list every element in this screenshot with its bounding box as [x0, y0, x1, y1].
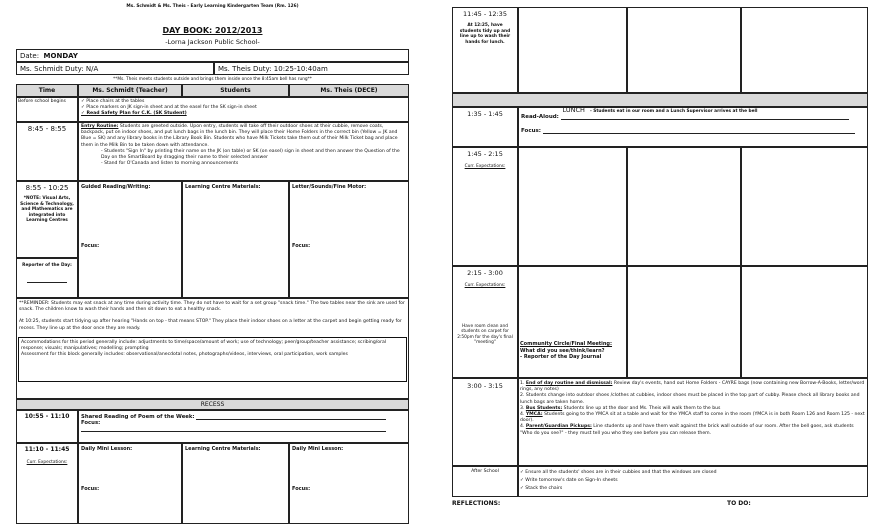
entry-text: Students are greeted outside. Upon entry, students will take off their outdoor shoes at their cubbie, remove coats, backpack, put on indoor shoes, and put lunch bags in the lunch bin. They will place their Home Folders in the correct bin (Yellow = JK and Blue = SK) and any library books in the Library Book Bin. Students who have Milk Tickets take them out of their Milk Ticket bag and place them in the Milk Bin to be taken down with attendance.: [81, 124, 398, 148]
arrival-note: **Ms. Theis meets students outside and brings them inside once the 8:45am bell has rung**: [113, 77, 312, 82]
mini-time-cell: [16, 443, 78, 524]
task-item: ✓ Read Safety Plan for C.K. (SK Student): [81, 111, 187, 117]
tidy-note: At 10:25, students start tidying up after hearing "Hands on top - that means STOP." They place their indoor shoes on a letter at the carpet and begin getting ready for recess. They line up at the door once they are ready.: [19, 319, 402, 331]
mini-time: 11:10 - 11:45: [24, 446, 70, 453]
theis-duty: [214, 62, 409, 75]
reflections-label: REFLECTIONS:: [452, 500, 501, 507]
r3-time-cell: [452, 147, 518, 266]
lunch-label: LUNCH: [562, 106, 585, 114]
r3-col3[interactable]: [627, 147, 741, 266]
todo-label: TO DO:: [727, 500, 751, 507]
dismiss-item: 3. Bus Students: Students line up at the door and Ms. Theis will walk them to the bus: [520, 405, 721, 411]
team-header: Ms. Schmidt & Ms. Theis - Early Learning Kindergarten Team (Rm. 126): [126, 4, 299, 9]
task-item: ✓ Write tomorrow's date on Sign-In sheets: [520, 478, 618, 483]
schmidt-duty-value: N/A: [85, 65, 99, 73]
focus-label: Focus:: [292, 243, 311, 250]
learning-centre-label: Learning Centre Materials:: [185, 184, 261, 190]
header-students: Students: [182, 84, 289, 97]
r3-col2[interactable]: [518, 147, 627, 266]
schmidt-duty-label: Ms. Schmidt Duty:: [20, 65, 84, 73]
header-time: Time: [16, 84, 78, 97]
page-title: DAY BOOK: 2012/2013: [162, 26, 263, 35]
focus-label: Focus:: [292, 486, 311, 492]
focus-label: Focus:: [81, 243, 100, 250]
task-item: ✓ Place chairs at the tables: [81, 99, 145, 104]
guided-reading-label: Guided Reading/Writing:: [81, 184, 151, 190]
read-aloud-cell[interactable]: [518, 107, 868, 147]
community-circle-cell[interactable]: [518, 266, 627, 378]
recess-bar: RECESS: [16, 399, 409, 410]
mini-lesson-label: Daily Mini Lesson:: [81, 446, 133, 452]
mini-lesson-label: Daily Mini Lesson:: [292, 446, 344, 452]
theis-duty-value: 10:25-10:40am: [273, 65, 328, 73]
date-label: Date:: [20, 52, 40, 60]
focus-label: Focus:: [521, 128, 541, 134]
shared-time: 10:55 - 11:10: [16, 410, 78, 443]
school-name: -Lorna Jackson Public School-: [165, 38, 260, 46]
mini-lesson-theis-cell[interactable]: [289, 443, 409, 524]
entry-label: Entry Routine:: [81, 124, 119, 129]
learning-centre-cell[interactable]: [182, 181, 289, 298]
before-school-time: Before school begins: [16, 97, 78, 122]
reporter-label: Reporter of the Day:: [22, 263, 72, 268]
r3-time: 1:45 - 2:15: [467, 150, 503, 158]
block1-note: *NOTE: Visual Arts, Science & Technology, and Mathematics are integrated into Learning Centres: [20, 196, 74, 224]
read-aloud-label: Read-Aloud:: [521, 114, 559, 120]
focus-label: Focus:: [81, 420, 101, 426]
shared-reading-cell[interactable]: [78, 410, 409, 443]
accommodations: Accommodations for this period generally include: adjustments to time/space/amount of work; use of technology; peer/group/teacher assistance; scribing/oral response; visuals; manipulatives; modelling; prompting: [21, 339, 387, 352]
entry-bullet: - Students "Sign In" by printing their name on the JK (on table) or SK (on easel) sign in sheet and then answer the Question of the Day on the SmartBoard by dragging their name to their selected answer: [101, 148, 400, 161]
r3-col4[interactable]: [741, 147, 868, 266]
community-circle-label: Community Circle/Final Meeting:: [520, 341, 613, 347]
entry-time: 8:45 - 8:55: [16, 122, 78, 181]
r1-note: At 12:25, have students tidy up and line up to wash their hands for lunch.: [459, 23, 511, 45]
letter-sounds-cell[interactable]: [289, 181, 409, 298]
dismiss-item: 4. Parent/Guardian Pickups: Line students up and have them wait against the brick wall outside of our room. After the bell goes, ask students "Who do you see?" - they must tell you who they see before you can release them.: [520, 424, 854, 436]
r4-note: Have room clean and students on carpet for 2:50pm for the day's final "meeting": [457, 323, 513, 346]
snack-reminder: **REMINDER: Students may eat snack at any time during activity time. They do not have to wait for a set group "snack time." The two tables near the sink are used for snack. The children know to wash their hands and then sit down to eat a healthy snack.: [19, 301, 405, 313]
r4-time-cell: [452, 266, 518, 378]
dismissal-cell: [518, 378, 868, 466]
reminder-cell: [16, 298, 409, 399]
read-time: 1:35 - 1:45: [452, 107, 518, 147]
shared-reading-label: Shared Reading of Poem of the Week:: [81, 414, 195, 420]
block1-time-cell: [16, 181, 78, 258]
r4-time: 2:15 - 3:00: [467, 269, 503, 277]
assessment: Assessment for this block generally includes: observational/anecdotal notes, photographs/videos, interviews, oral participation, work samples: [21, 352, 348, 358]
task-item: ✓ Place markers on JK sign-in sheet and at the easel for the SK sign-in sheet: [81, 105, 257, 111]
r4-col3[interactable]: [627, 266, 741, 378]
reporter-cell: [16, 258, 78, 298]
circle-question: What did you see/think/learn?: [520, 347, 605, 354]
dismiss-item: 1. End of day routine and dismissal: Review day's events, hand out Home Folders - CAYRE bags (now containing new Borrow-A-Books, letter/word rings, any notes): [520, 381, 865, 393]
r1-col4[interactable]: [741, 7, 868, 93]
learning-centre-label: Learning Centre Materials:: [185, 446, 261, 452]
mini-lesson-cell[interactable]: [78, 443, 182, 524]
after-school-tasks: [518, 466, 868, 497]
letter-sounds-label: Letter/Sounds/Fine Motor:: [292, 184, 367, 190]
r1-col2[interactable]: [518, 7, 627, 93]
r4-col4[interactable]: [741, 266, 868, 378]
focus-label: Focus:: [81, 486, 100, 492]
r1-time-cell: [452, 7, 518, 93]
curr-expectations: Curr. Expectations:: [464, 283, 506, 288]
dismiss-time: 3:00 - 3:15: [452, 378, 518, 466]
guided-reading-cell[interactable]: [78, 181, 182, 298]
curr-expectations: Curr. Expectations:: [26, 460, 68, 465]
block1-time: 8:55 - 10:25: [25, 184, 69, 192]
lunch-text: - Students eat in our room and a Lunch Supervisor arrives at the bell: [589, 109, 758, 114]
entry-bullet: - Stand for O'Canada and listen to morning announcements: [101, 161, 239, 167]
date-row: [16, 49, 409, 62]
r1-time: 11:45 - 12:35: [463, 10, 507, 18]
theis-duty-label: Ms. Theis Duty:: [218, 65, 272, 73]
task-item: ✓ Ensure all the students' shoes are in their cubbies and that the windows are closed: [520, 470, 717, 475]
header-schmidt: Ms. Schmidt (Teacher): [78, 84, 182, 97]
reporter-journal: - Reporter of the Day Journal: [520, 354, 602, 360]
task-item: ✓ Stack the chairs: [520, 486, 563, 491]
curr-expectations: Curr. Expectations:: [464, 164, 506, 169]
after-school-time: After School: [452, 466, 518, 497]
before-school-tasks: [78, 97, 409, 122]
dismiss-item: 2. Students change into outdoor shoes /clothes at cubbies, indoor shoes must be placed in the top part of cubby. Please check all library books and lunch bags are taken home.: [520, 393, 860, 405]
date-value: MONDAY: [43, 52, 78, 60]
mini-centre-cell[interactable]: [182, 443, 289, 524]
r1-col3[interactable]: [627, 7, 741, 93]
header-theis: Ms. Theis (DECE): [289, 84, 409, 97]
dismiss-item: 4. YMCA: Students going to the YMCA sit at a table and wait for the YMCA staff to come in the room (YMCA is in both Room 126 and Room 125 - next door).: [520, 412, 865, 424]
entry-routine: [78, 122, 409, 181]
schmidt-duty: [16, 62, 214, 75]
